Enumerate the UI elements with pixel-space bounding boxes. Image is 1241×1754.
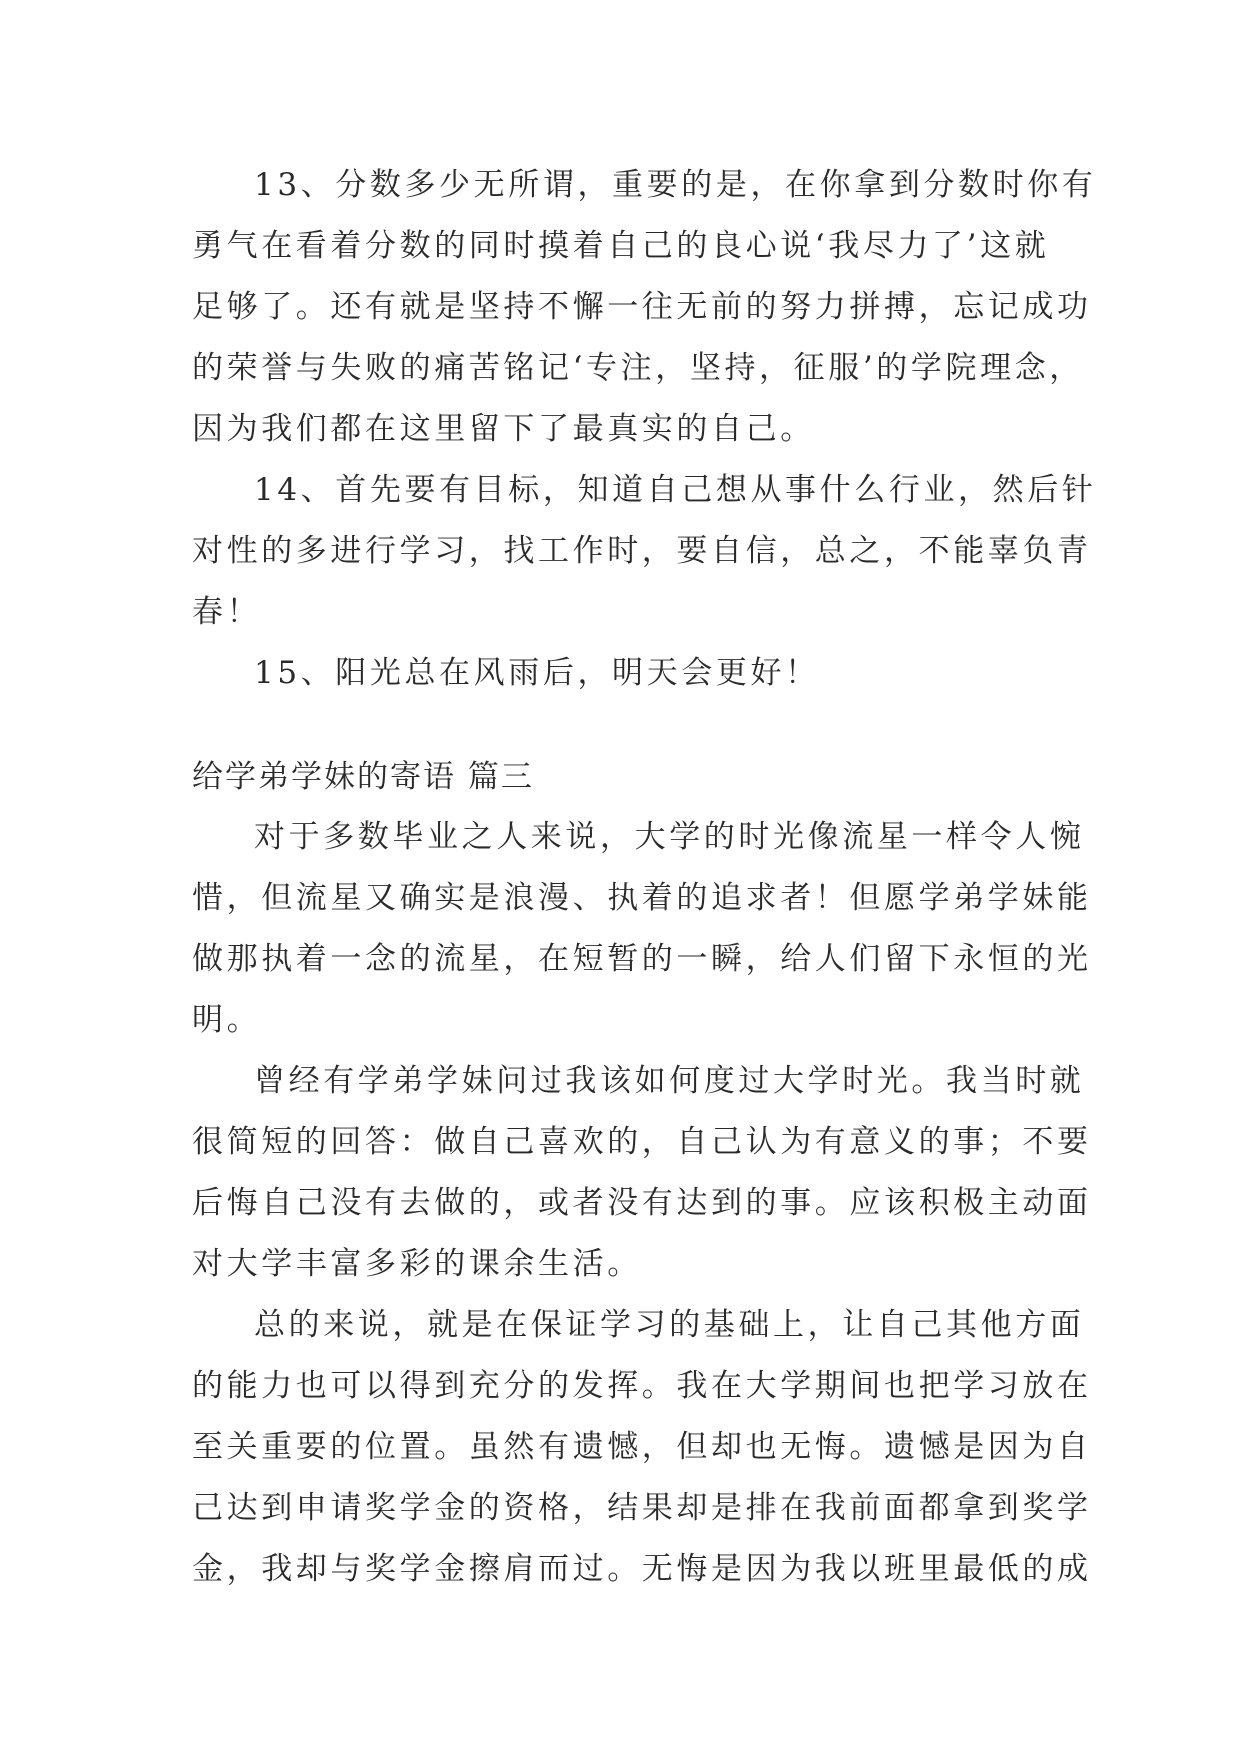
section-heading: 给学弟学妹的寄语 篇三 [192,759,534,795]
section-paragraph-2-line-3: 后悔自己没有去做的，或者没有达到的事。应该积极主动面 [192,1185,1092,1221]
paragraph-14-line-2: 对性的多进行学习，找工作时，要自信，总之，不能辜负青 [192,533,1092,569]
paragraph-13-line-2: 勇气在看着分数的同时摸着自己的良心说‘我尽力了’这就 [192,228,1050,264]
section-paragraph-2-line-2: 很简短的回答：做自己喜欢的，自己认为有意义的事；不要 [192,1124,1092,1160]
paragraph-13-line-3: 足够了。还有就是坚持不懈一往无前的努力拼搏，忘记成功 [192,289,1092,325]
section-paragraph-1-line-2: 惜，但流星又确实是浪漫、执着的追求者！但愿学弟学妹能 [192,880,1092,916]
paragraph-13-line-4: 的荣誉与失败的痛苦铭记‘专注，坚持，征服’的学院理念， [192,350,1084,386]
section-paragraph-3-line-3: 至关重要的位置。虽然有遗憾，但却也无悔。遗憾是因为自 [192,1429,1092,1465]
section-paragraph-1-line-1: 对于多数毕业之人来说，大学的时光像流星一样令人惋 [254,819,1085,855]
section-paragraph-2-line-4: 对大学丰富多彩的课余生活。 [192,1246,642,1282]
section-paragraph-1-line-3: 做那执着一念的流星，在短暂的一瞬，给人们留下永恒的光 [192,941,1092,977]
paragraph-14-line-1: 14、首先要有目标，知道自己想从事什么行业，然后针 [254,472,1097,508]
section-paragraph-2-line-1: 曾经有学弟学妹问过我该如何度过大学时光。我当时就 [254,1063,1085,1099]
section-paragraph-1-line-4: 明。 [192,1002,262,1038]
section-paragraph-3-line-4: 己达到申请奖学金的资格，结果却是排在我前面都拿到奖学 [192,1490,1092,1526]
section-paragraph-3-line-5: 金，我却与奖学金擦肩而过。无悔是因为我以班里最低的成 [192,1551,1092,1587]
document-page [192,0,1097,1754]
paragraph-15-line-1: 15、阳光总在风雨后，明天会更好！ [254,655,820,691]
paragraph-14-line-3: 春！ [192,594,262,630]
paragraph-13-line-1: 13、分数多少无所谓，重要的是，在你拿到分数时你有 [254,167,1097,203]
section-paragraph-3-line-1: 总的来说，就是在保证学习的基础上，让自己其他方面 [254,1307,1085,1343]
paragraph-13-line-5: 因为我们都在这里留下了最真实的自己。 [192,411,815,447]
section-paragraph-3-line-2: 的能力也可以得到充分的发挥。我在大学期间也把学习放在 [192,1368,1092,1404]
